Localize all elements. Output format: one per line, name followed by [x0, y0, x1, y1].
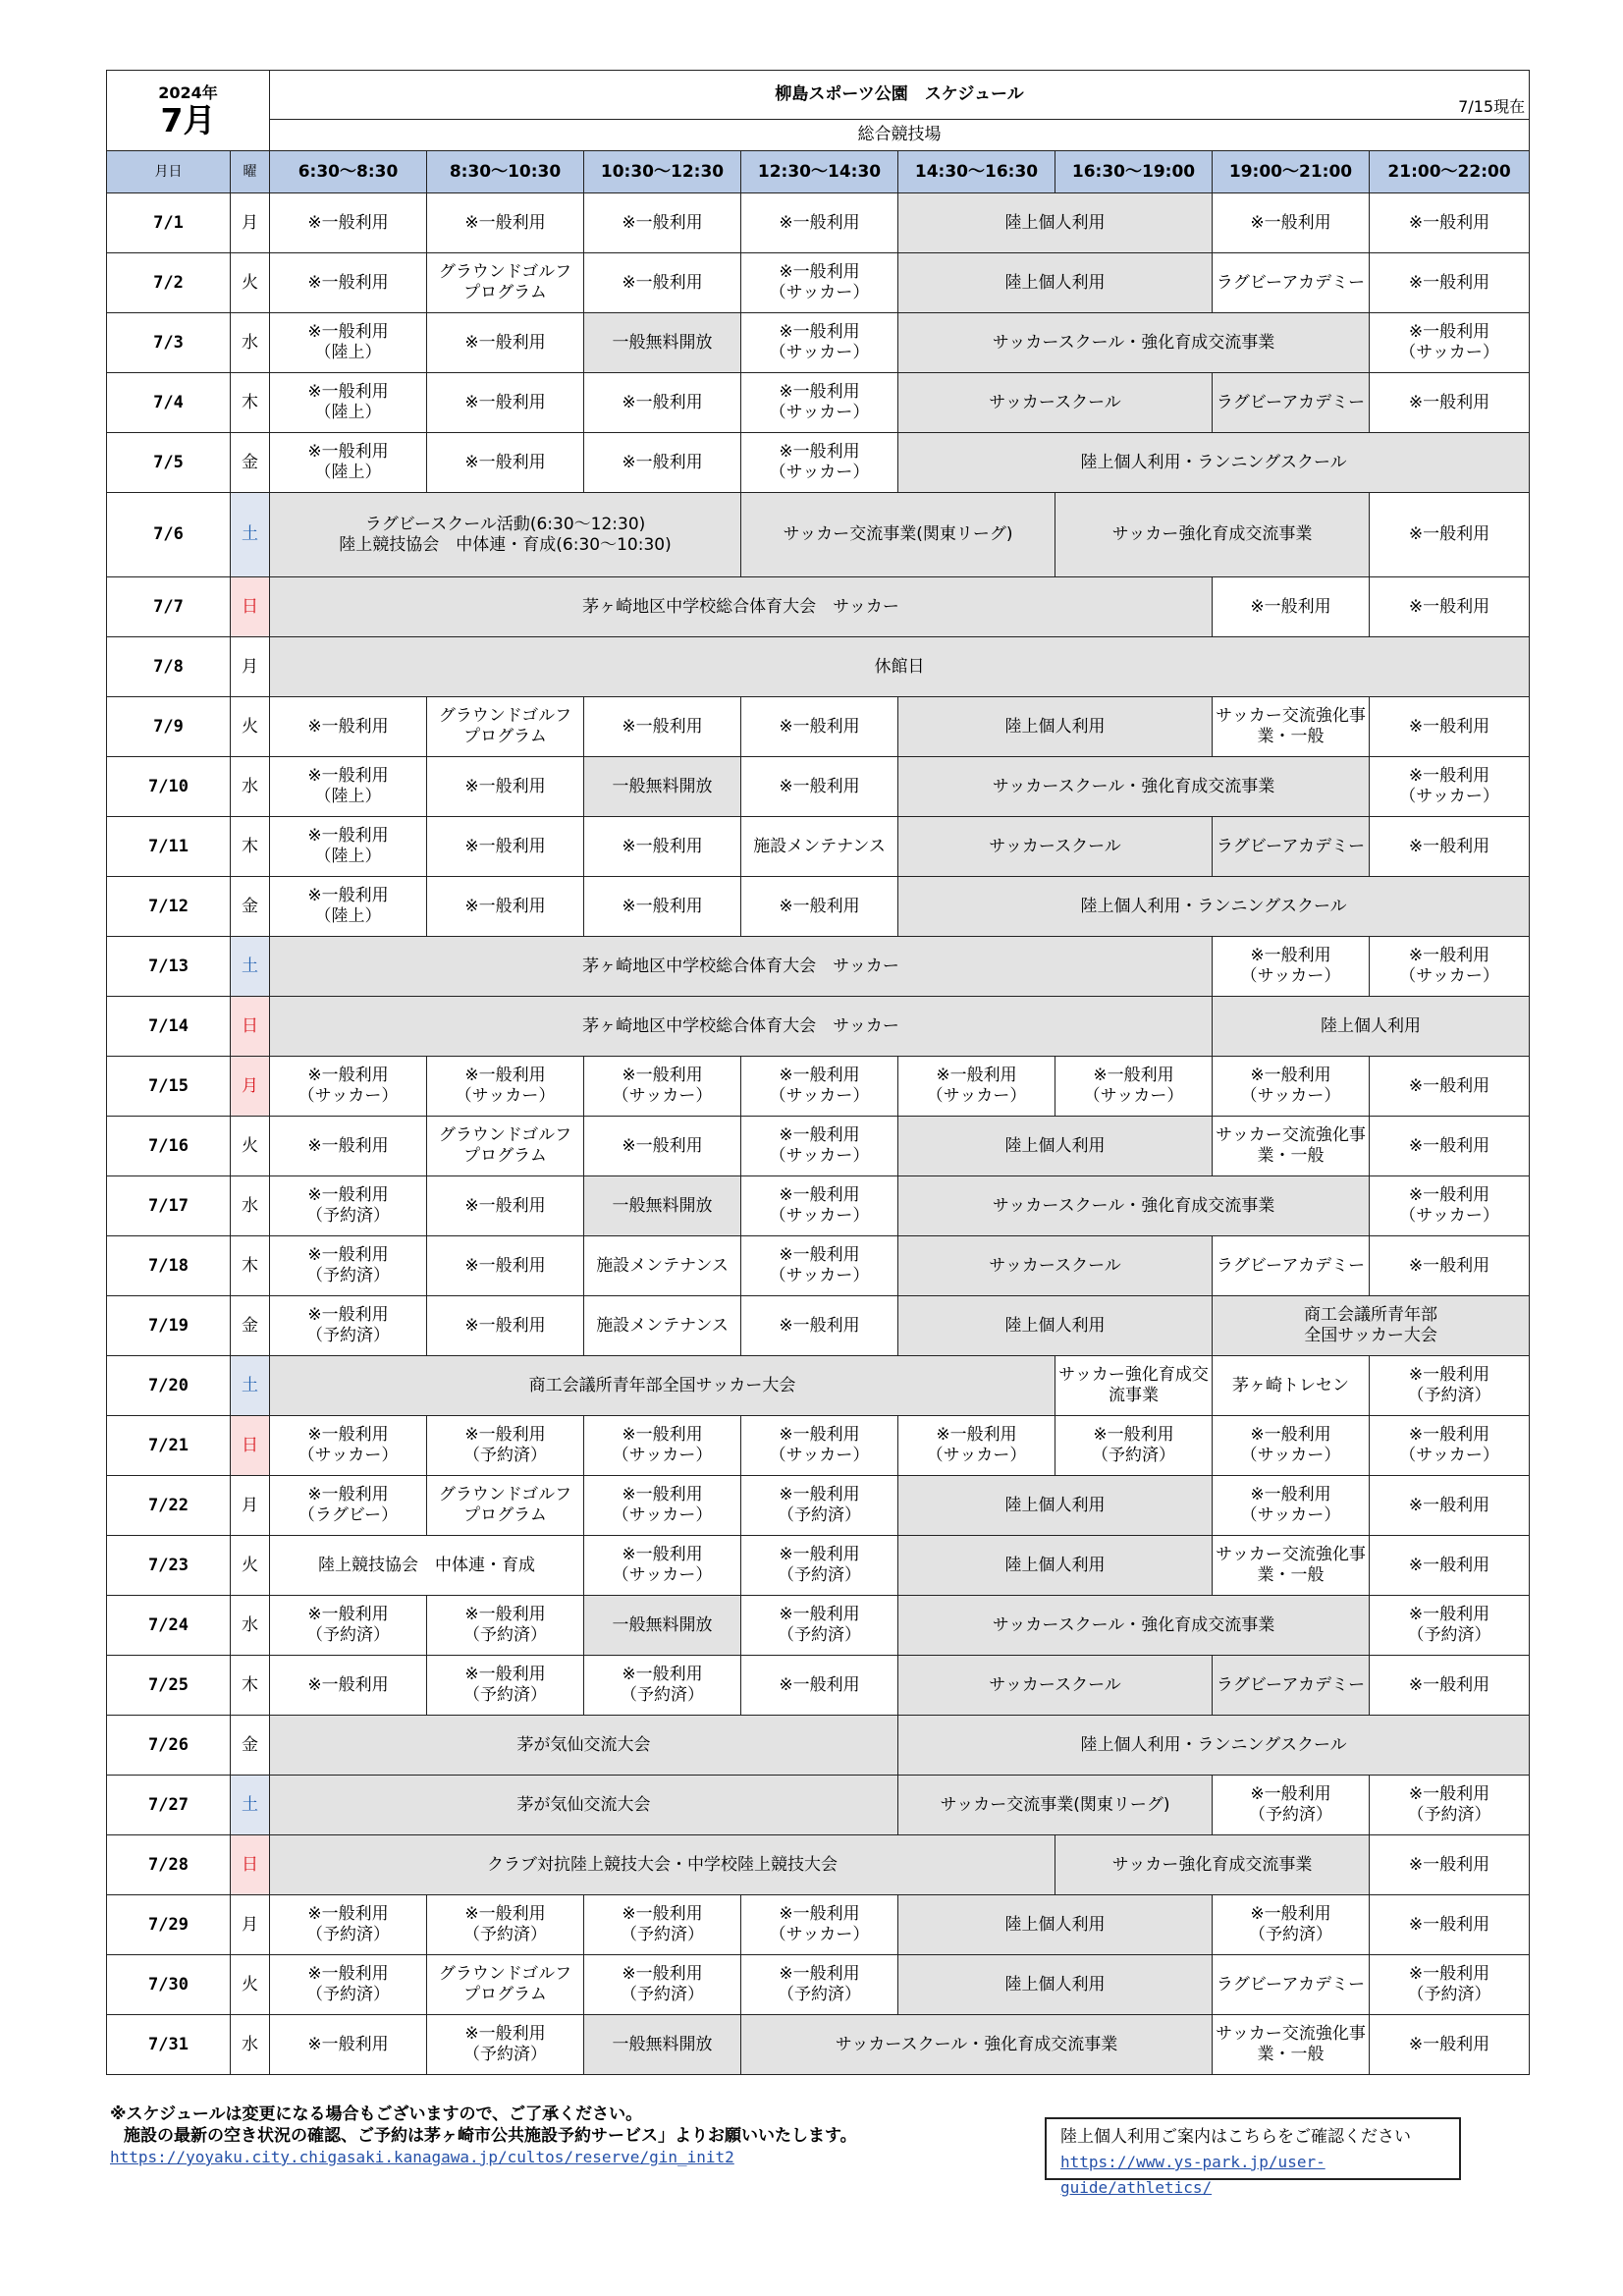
column-header-row — [107, 151, 1530, 193]
schedule-row — [107, 1176, 1530, 1236]
row-weekday: 火 — [231, 1536, 270, 1596]
schedule-row — [107, 1236, 1530, 1296]
slot-cell: ※一般利用 （サッカー） — [1370, 1176, 1530, 1236]
slot-cell: ※一般利用 （サッカー） — [1370, 937, 1530, 997]
row-date: 7/28 — [107, 1835, 231, 1895]
month-label: 7月 — [160, 100, 216, 139]
slot-cell: ※一般利用 （陸上） — [270, 877, 427, 937]
slot-cell: ※一般利用 — [427, 757, 584, 817]
row-weekday: 月 — [231, 637, 270, 697]
row-date: 7/25 — [107, 1656, 231, 1716]
slot-cell: ※一般利用 — [584, 877, 741, 937]
row-date: 7/29 — [107, 1895, 231, 1955]
slot-cell: ※一般利用 （予約済） — [427, 1656, 584, 1716]
slot-cell: ※一般利用 （予約済） — [1370, 1356, 1530, 1416]
row-date: 7/12 — [107, 877, 231, 937]
row-date: 7/30 — [107, 1955, 231, 2015]
page-title — [270, 71, 1530, 120]
slot-cell: サッカー交流強化事業・一般 — [1213, 1536, 1370, 1596]
row-weekday: 木 — [231, 1656, 270, 1716]
slot-cell: ※一般利用 （予約済） — [584, 1895, 741, 1955]
slot-cell: ※一般利用 — [741, 1296, 898, 1356]
schedule-row — [107, 1776, 1530, 1835]
slot-cell: ラグビーアカデミー — [1213, 1236, 1370, 1296]
slot-cell: ※一般利用 （予約済） — [1370, 1596, 1530, 1656]
schedule-row — [107, 1476, 1530, 1536]
title-text: 柳島スポーツ公園 スケジュール — [775, 84, 1024, 104]
slot-cell: ※一般利用 — [270, 193, 427, 253]
athletics-info-link[interactable]: https://www.ys-park.jp/user-guide/athletics/ — [1060, 2153, 1325, 2197]
row-date: 7/19 — [107, 1296, 231, 1356]
slot-cell: ※一般利用 （サッカー） — [741, 313, 898, 373]
row-weekday: 月 — [231, 1476, 270, 1536]
slot-cell: 陸上個人利用 — [898, 1955, 1213, 2015]
slot-cell: 茅ヶ崎地区中学校総合体育大会 サッカー — [270, 937, 1213, 997]
slot-cell: ※一般利用 （予約済） — [270, 1895, 427, 1955]
slot-cell: ※一般利用 — [1213, 193, 1370, 253]
slot-cell: ※一般利用 — [427, 1176, 584, 1236]
slot-cell: ※一般利用 （サッカー） — [270, 1416, 427, 1476]
slot-cell: ※一般利用 （サッカー） — [584, 1476, 741, 1536]
slot-cell: ※一般利用 — [427, 1236, 584, 1296]
slot-cell: 茅ヶ崎地区中学校総合体育大会 サッカー — [270, 577, 1213, 637]
slot-cell: ※一般利用 （サッカー） — [1370, 757, 1530, 817]
col-slot-header: 8:30～10:30 — [427, 151, 584, 193]
slot-cell: ※一般利用 （サッカー） — [741, 1117, 898, 1176]
row-weekday: 月 — [231, 1057, 270, 1117]
row-date: 7/17 — [107, 1176, 231, 1236]
slot-cell: 陸上個人利用・ランニングスクール — [898, 1716, 1530, 1776]
slot-cell: ※一般利用 （予約済） — [270, 1176, 427, 1236]
slot-cell: サッカー交流事業(関東リーグ) — [898, 1776, 1213, 1835]
slot-cell: ※一般利用 — [1370, 817, 1530, 877]
schedule-row — [107, 373, 1530, 433]
row-date: 7/4 — [107, 373, 231, 433]
schedule-table — [106, 70, 1530, 2075]
footer-note-2: 施設の最新の空き状況の確認、ご予約は茅ヶ崎市公共施設予約サービス」よりお願いいたします。 — [124, 2126, 857, 2146]
slot-cell: ※一般利用 — [1370, 1835, 1530, 1895]
col-slot-header: 21:00～22:00 — [1370, 151, 1530, 193]
row-weekday: 水 — [231, 313, 270, 373]
slot-cell: 陸上個人利用 — [1213, 997, 1530, 1057]
slot-cell: ※一般利用 — [427, 373, 584, 433]
col-slot-header: 19:00～21:00 — [1213, 151, 1370, 193]
slot-cell: 陸上個人利用 — [898, 253, 1213, 313]
schedule-row — [107, 1117, 1530, 1176]
slot-cell: ラグビースクール活動(6:30～12:30) 陸上競技協会 中体連・育成(6:30～10:30) — [270, 493, 741, 577]
schedule-row — [107, 1955, 1530, 2015]
slot-cell: ※一般利用 — [1370, 2015, 1530, 2075]
row-date: 7/10 — [107, 757, 231, 817]
slot-cell: ※一般利用 （予約済） — [741, 1596, 898, 1656]
slot-cell: ※一般利用 — [584, 253, 741, 313]
slot-cell: ※一般利用 — [427, 877, 584, 937]
row-date: 7/14 — [107, 997, 231, 1057]
row-weekday: 火 — [231, 1955, 270, 2015]
slot-cell: ※一般利用 （予約済） — [427, 1596, 584, 1656]
slot-cell: 陸上個人利用 — [898, 1296, 1213, 1356]
row-date: 7/16 — [107, 1117, 231, 1176]
schedule-row — [107, 1895, 1530, 1955]
schedule-row — [107, 997, 1530, 1057]
row-weekday: 土 — [231, 493, 270, 577]
row-date: 7/31 — [107, 2015, 231, 2075]
row-weekday: 火 — [231, 253, 270, 313]
slot-cell: ※一般利用 — [584, 1117, 741, 1176]
row-date: 7/13 — [107, 937, 231, 997]
slot-cell: ※一般利用 （サッカー） — [1055, 1057, 1213, 1117]
slot-cell: ※一般利用 （予約済） — [270, 1955, 427, 2015]
row-weekday: 金 — [231, 877, 270, 937]
footer-notes — [110, 2104, 1072, 2168]
slot-cell: ※一般利用 — [270, 1656, 427, 1716]
slot-cell: ※一般利用 — [270, 253, 427, 313]
slot-cell: サッカースクール・強化育成交流事業 — [741, 2015, 1213, 2075]
venue-label: 総合競技場 — [270, 120, 1530, 151]
slot-cell: ※一般利用 （サッカー） — [1213, 937, 1370, 997]
slot-cell: ※一般利用 （予約済） — [427, 2015, 584, 2075]
row-date: 7/15 — [107, 1057, 231, 1117]
schedule-row — [107, 193, 1530, 253]
athletics-info-box — [1045, 2117, 1461, 2197]
slot-cell: ※一般利用 （予約済） — [270, 1236, 427, 1296]
slot-cell: 陸上競技協会 中体連・育成 — [270, 1536, 584, 1596]
schedule-row — [107, 493, 1530, 577]
slot-cell: ※一般利用 （サッカー） — [898, 1057, 1055, 1117]
slot-cell: 休館日 — [270, 637, 1530, 697]
slot-cell: ※一般利用 — [1213, 577, 1370, 637]
slot-cell: ※一般利用 （予約済） — [1213, 1895, 1370, 1955]
row-date: 7/7 — [107, 577, 231, 637]
slot-cell: ラグビーアカデミー — [1213, 817, 1370, 877]
slot-cell: ※一般利用 — [741, 877, 898, 937]
col-date-header: 月日 — [107, 151, 231, 193]
row-date: 7/27 — [107, 1776, 231, 1835]
slot-cell: ※一般利用 — [1370, 697, 1530, 757]
row-date: 7/21 — [107, 1416, 231, 1476]
slot-cell: ※一般利用 （サッカー） — [741, 1895, 898, 1955]
row-date: 7/18 — [107, 1236, 231, 1296]
slot-cell: ※一般利用 （予約済） — [270, 1296, 427, 1356]
slot-cell: ※一般利用 （サッカー） — [898, 1416, 1055, 1476]
slot-cell: ※一般利用 （予約済） — [270, 1596, 427, 1656]
row-weekday: 土 — [231, 1356, 270, 1416]
slot-cell: ※一般利用 （サッカー） — [1370, 313, 1530, 373]
slot-cell: 一般無料開放 — [584, 757, 741, 817]
row-weekday: 水 — [231, 1176, 270, 1236]
slot-cell: ラグビーアカデミー — [1213, 1656, 1370, 1716]
slot-cell: ラグビーアカデミー — [1213, 1955, 1370, 2015]
row-date: 7/2 — [107, 253, 231, 313]
schedule-row — [107, 697, 1530, 757]
slot-cell: ※一般利用 （陸上） — [270, 313, 427, 373]
schedule-row — [107, 877, 1530, 937]
slot-cell: ※一般利用 — [1370, 493, 1530, 577]
slot-cell: ※一般利用 — [1370, 1895, 1530, 1955]
slot-cell: ※一般利用 （予約済） — [741, 1955, 898, 2015]
month-cell — [107, 71, 270, 151]
slot-cell: サッカー交流強化事業・一般 — [1213, 2015, 1370, 2075]
slot-cell: 一般無料開放 — [584, 2015, 741, 2075]
row-date: 7/1 — [107, 193, 231, 253]
slot-cell: グラウンドゴルフ プログラム — [427, 253, 584, 313]
athletics-info-text: 陸上個人利用ご案内はこちらをご確認ください — [1060, 2127, 1411, 2147]
schedule-row — [107, 313, 1530, 373]
slot-cell: ※一般利用 （予約済） — [584, 1955, 741, 2015]
slot-cell: ※一般利用 （サッカー） — [741, 433, 898, 493]
slot-cell: 茅が気仙交流大会 — [270, 1716, 898, 1776]
slot-cell: ※一般利用 — [1370, 1236, 1530, 1296]
slot-cell: ※一般利用 （サッカー） — [1370, 1416, 1530, 1476]
row-weekday: 木 — [231, 373, 270, 433]
slot-cell: クラブ対抗陸上競技大会・中学校陸上競技大会 — [270, 1835, 1055, 1895]
slot-cell: サッカースクール・強化育成交流事業 — [898, 1176, 1370, 1236]
slot-cell: ※一般利用 — [1370, 1057, 1530, 1117]
slot-cell: ※一般利用 — [741, 1656, 898, 1716]
row-weekday: 水 — [231, 2015, 270, 2075]
slot-cell: 陸上個人利用 — [898, 1117, 1213, 1176]
slot-cell: ※一般利用 — [1370, 373, 1530, 433]
slot-cell: ※一般利用 （サッカー） — [741, 1057, 898, 1117]
schedule-row — [107, 1656, 1530, 1716]
row-weekday: 月 — [231, 1895, 270, 1955]
schedule-row — [107, 1356, 1530, 1416]
year-label: 2024年 — [158, 82, 218, 102]
slot-cell: 一般無料開放 — [584, 1596, 741, 1656]
slot-cell: 陸上個人利用 — [898, 1536, 1213, 1596]
slot-cell: ※一般利用 （サッカー） — [741, 1236, 898, 1296]
slot-cell: ※一般利用 — [270, 697, 427, 757]
slot-cell: ※一般利用 （サッカー） — [427, 1057, 584, 1117]
slot-cell: ※一般利用 （予約済） — [741, 1536, 898, 1596]
slot-cell: サッカースクール・強化育成交流事業 — [898, 757, 1370, 817]
slot-cell: ※一般利用 — [1370, 1476, 1530, 1536]
row-weekday: 水 — [231, 1596, 270, 1656]
slot-cell: 施設メンテナンス — [584, 1236, 741, 1296]
slot-cell: ※一般利用 （サッカー） — [1213, 1057, 1370, 1117]
slot-cell: 商工会議所青年部 全国サッカー大会 — [1213, 1296, 1530, 1356]
slot-cell: サッカースクール — [898, 1656, 1213, 1716]
slot-cell: ※一般利用 （陸上） — [270, 817, 427, 877]
slot-cell: 施設メンテナンス — [584, 1296, 741, 1356]
row-date: 7/20 — [107, 1356, 231, 1416]
schedule-row — [107, 1416, 1530, 1476]
slot-cell: サッカー強化育成交流事業 — [1055, 493, 1370, 577]
slot-cell: ※一般利用 （陸上） — [270, 373, 427, 433]
row-date: 7/3 — [107, 313, 231, 373]
slot-cell: ※一般利用 （サッカー） — [741, 1176, 898, 1236]
schedule-row — [107, 637, 1530, 697]
slot-cell: サッカー強化育成交流事業 — [1055, 1835, 1370, 1895]
slot-cell: 茅ヶ崎地区中学校総合体育大会 サッカー — [270, 997, 1213, 1057]
schedule-row — [107, 1296, 1530, 1356]
slot-cell: ※一般利用 — [427, 193, 584, 253]
slot-cell: ※一般利用 （陸上） — [270, 757, 427, 817]
slot-cell: ※一般利用 — [1370, 1117, 1530, 1176]
row-weekday: 火 — [231, 1117, 270, 1176]
col-slot-header: 6:30～8:30 — [270, 151, 427, 193]
slot-cell: ※一般利用 — [584, 193, 741, 253]
row-weekday: 日 — [231, 997, 270, 1057]
slot-cell: ※一般利用 （予約済） — [427, 1416, 584, 1476]
schedule-row — [107, 253, 1530, 313]
schedule-sheet — [106, 70, 1529, 2075]
slot-cell: グラウンドゴルフ プログラム — [427, 697, 584, 757]
row-weekday: 火 — [231, 697, 270, 757]
slot-cell: ※一般利用 （予約済） — [741, 1476, 898, 1536]
row-weekday: 日 — [231, 577, 270, 637]
slot-cell: サッカー交流強化事業・一般 — [1213, 697, 1370, 757]
slot-cell: ※一般利用 — [584, 697, 741, 757]
slot-cell: ※一般利用 （サッカー） — [270, 1057, 427, 1117]
slot-cell: ※一般利用 （予約済） — [1213, 1776, 1370, 1835]
slot-cell: サッカースクール — [898, 373, 1213, 433]
row-weekday: 金 — [231, 433, 270, 493]
slot-cell: サッカースクール・強化育成交流事業 — [898, 313, 1370, 373]
slot-cell: ※一般利用 （予約済） — [1055, 1416, 1213, 1476]
row-weekday: 金 — [231, 1296, 270, 1356]
slot-cell: 陸上個人利用 — [898, 1895, 1213, 1955]
col-slot-header: 12:30～14:30 — [741, 151, 898, 193]
slot-cell: ※一般利用 （ラグビー） — [270, 1476, 427, 1536]
schedule-row — [107, 1536, 1530, 1596]
slot-cell: ※一般利用 （サッカー） — [584, 1416, 741, 1476]
schedule-row — [107, 1596, 1530, 1656]
slot-cell: 施設メンテナンス — [741, 817, 898, 877]
slot-cell: ※一般利用 （サッカー） — [741, 373, 898, 433]
row-date: 7/23 — [107, 1536, 231, 1596]
slot-cell: ※一般利用 — [741, 697, 898, 757]
slot-cell: ※一般利用 — [584, 817, 741, 877]
slot-cell: ※一般利用 — [1370, 193, 1530, 253]
slot-cell: グラウンドゴルフ プログラム — [427, 1117, 584, 1176]
slot-cell: ※一般利用 — [427, 433, 584, 493]
schedule-row — [107, 1835, 1530, 1895]
slot-cell: ※一般利用 （陸上） — [270, 433, 427, 493]
slot-cell: 茅が気仙交流大会 — [270, 1776, 898, 1835]
slot-cell: サッカースクール — [898, 1236, 1213, 1296]
slot-cell: 陸上個人利用・ランニングスクール — [898, 877, 1530, 937]
row-date: 7/8 — [107, 637, 231, 697]
slot-cell: 陸上個人利用 — [898, 1476, 1213, 1536]
slot-cell: サッカー強化育成交流事業 — [1055, 1356, 1213, 1416]
slot-cell: 一般無料開放 — [584, 313, 741, 373]
slot-cell: グラウンドゴルフ プログラム — [427, 1955, 584, 2015]
row-weekday: 土 — [231, 1776, 270, 1835]
slot-cell: ※一般利用 （サッカー） — [741, 1416, 898, 1476]
col-slot-header: 16:30～19:00 — [1055, 151, 1213, 193]
slot-cell: サッカースクール — [898, 817, 1213, 877]
slot-cell: ラグビーアカデミー — [1213, 253, 1370, 313]
slot-cell: 陸上個人利用 — [898, 697, 1213, 757]
schedule-row — [107, 1057, 1530, 1117]
row-weekday: 日 — [231, 1416, 270, 1476]
row-weekday: 月 — [231, 193, 270, 253]
row-weekday: 木 — [231, 1236, 270, 1296]
slot-cell: ※一般利用 （サッカー） — [1213, 1476, 1370, 1536]
slot-cell: ※一般利用 （予約済） — [427, 1895, 584, 1955]
schedule-row — [107, 2015, 1530, 2075]
as-of-date: 7/15現在 — [1458, 97, 1526, 116]
col-weekday-header: 曜 — [231, 151, 270, 193]
slot-cell: サッカー交流事業(関東リーグ) — [741, 493, 1055, 577]
slot-cell: ※一般利用 （サッカー） — [1213, 1416, 1370, 1476]
schedule-row — [107, 577, 1530, 637]
row-date: 7/6 — [107, 493, 231, 577]
row-weekday: 土 — [231, 937, 270, 997]
col-slot-header: 10:30～12:30 — [584, 151, 741, 193]
row-weekday: 金 — [231, 1716, 270, 1776]
slot-cell: 商工会議所青年部全国サッカー大会 — [270, 1356, 1055, 1416]
slot-cell: ※一般利用 — [1370, 577, 1530, 637]
slot-cell: 陸上個人利用 — [898, 193, 1213, 253]
slot-cell: ※一般利用 （サッカー） — [741, 253, 898, 313]
schedule-row — [107, 757, 1530, 817]
row-date: 7/24 — [107, 1596, 231, 1656]
row-weekday: 木 — [231, 817, 270, 877]
slot-cell: ラグビーアカデミー — [1213, 373, 1370, 433]
slot-cell: ※一般利用 — [584, 433, 741, 493]
row-date: 7/22 — [107, 1476, 231, 1536]
schedule-row — [107, 937, 1530, 997]
slot-cell: ※一般利用 — [427, 313, 584, 373]
slot-cell: 一般無料開放 — [584, 1176, 741, 1236]
slot-cell: ※一般利用 — [1370, 1656, 1530, 1716]
col-slot-header: 14:30～16:30 — [898, 151, 1055, 193]
footer-note-1: ※スケジュールは変更になる場合もございますので、ご了承ください。 — [110, 2105, 643, 2124]
row-date: 7/9 — [107, 697, 231, 757]
slot-cell: ※一般利用 — [584, 373, 741, 433]
reservation-link[interactable]: https://yoyaku.city.chigasaki.kanagawa.jp/cultos/reserve/gin_init2 — [110, 2148, 734, 2166]
slot-cell: ※一般利用 — [427, 1296, 584, 1356]
slot-cell: ※一般利用 — [427, 817, 584, 877]
slot-cell: ※一般利用 （サッカー） — [584, 1057, 741, 1117]
slot-cell: ※一般利用 — [1370, 1536, 1530, 1596]
slot-cell: グラウンドゴルフ プログラム — [427, 1476, 584, 1536]
slot-cell: 茅ヶ崎トレセン — [1213, 1356, 1370, 1416]
schedule-row — [107, 433, 1530, 493]
row-date: 7/5 — [107, 433, 231, 493]
slot-cell: ※一般利用 （予約済） — [1370, 1955, 1530, 2015]
slot-cell: ※一般利用 — [741, 757, 898, 817]
row-weekday: 水 — [231, 757, 270, 817]
slot-cell: サッカー交流強化事業・一般 — [1213, 1117, 1370, 1176]
row-weekday: 日 — [231, 1835, 270, 1895]
schedule-row — [107, 817, 1530, 877]
slot-cell: ※一般利用 （サッカー） — [584, 1536, 741, 1596]
slot-cell: 陸上個人利用・ランニングスクール — [898, 433, 1530, 493]
slot-cell: ※一般利用 （予約済） — [584, 1656, 741, 1716]
row-date: 7/11 — [107, 817, 231, 877]
slot-cell: サッカースクール・強化育成交流事業 — [898, 1596, 1370, 1656]
slot-cell: ※一般利用 — [270, 2015, 427, 2075]
slot-cell: ※一般利用 （予約済） — [1370, 1776, 1530, 1835]
slot-cell: ※一般利用 — [270, 1117, 427, 1176]
slot-cell: ※一般利用 — [1370, 253, 1530, 313]
slot-cell: ※一般利用 — [741, 193, 898, 253]
schedule-row — [107, 1716, 1530, 1776]
row-date: 7/26 — [107, 1716, 231, 1776]
